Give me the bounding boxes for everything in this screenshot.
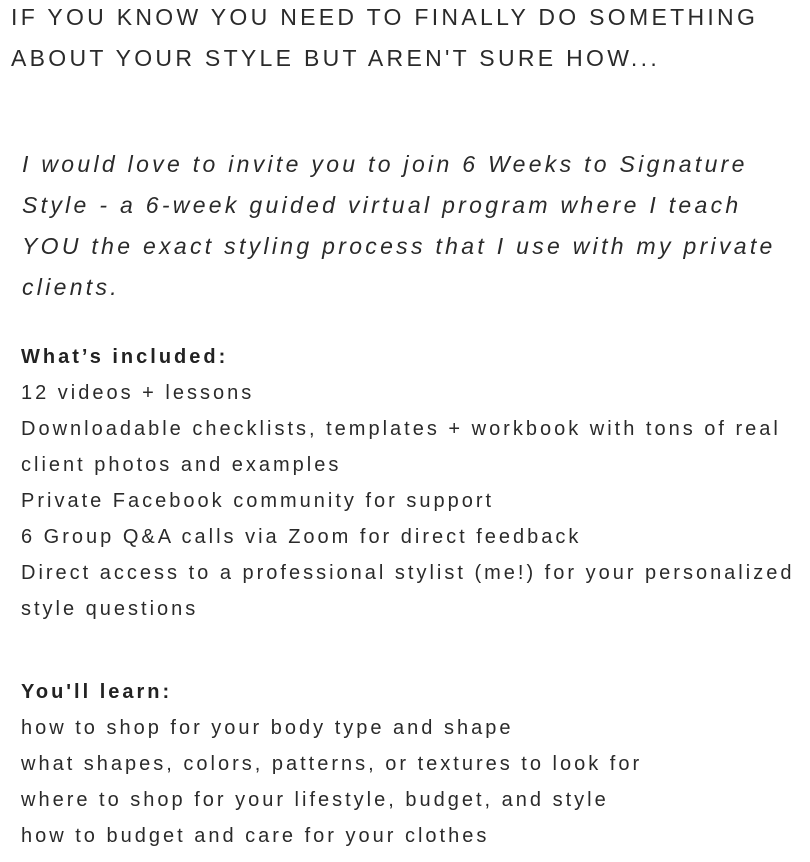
list-item: Direct access to a professional stylist (me!) for your personalized style questions bbox=[21, 562, 795, 620]
learn-section bbox=[21, 674, 806, 854]
list-item: Private Facebook community for support bbox=[21, 490, 495, 512]
list-item: Downloadable checklists, templates + workbook with tons of real client photos and examples bbox=[21, 418, 781, 476]
included-section bbox=[21, 339, 806, 627]
learn-title: You'll learn: bbox=[21, 681, 173, 703]
list-item: how to budget and care for your clothes bbox=[21, 825, 490, 847]
learn-list bbox=[21, 710, 806, 854]
headline: IF YOU KNOW YOU NEED TO FINALLY DO SOMETHING ABOUT YOUR STYLE BUT AREN'T SURE HOW... bbox=[11, 4, 759, 71]
list-item: 12 videos + lessons bbox=[21, 382, 255, 404]
intro-paragraph: I would love to invite you to join 6 Weeks to Signature Style - a 6-week guided virtual program where I teach YOU the exact styling process that I use with my private clients. bbox=[22, 151, 776, 300]
included-list bbox=[21, 375, 806, 627]
list-item: where to shop for your lifestyle, budget, and style bbox=[21, 789, 609, 811]
list-item: 6 Group Q&A calls via Zoom for direct feedback bbox=[21, 526, 582, 548]
list-item: what shapes, colors, patterns, or textures to look for bbox=[21, 753, 643, 775]
included-title: What’s included: bbox=[21, 346, 229, 368]
list-item: how to shop for your body type and shape bbox=[21, 717, 514, 739]
